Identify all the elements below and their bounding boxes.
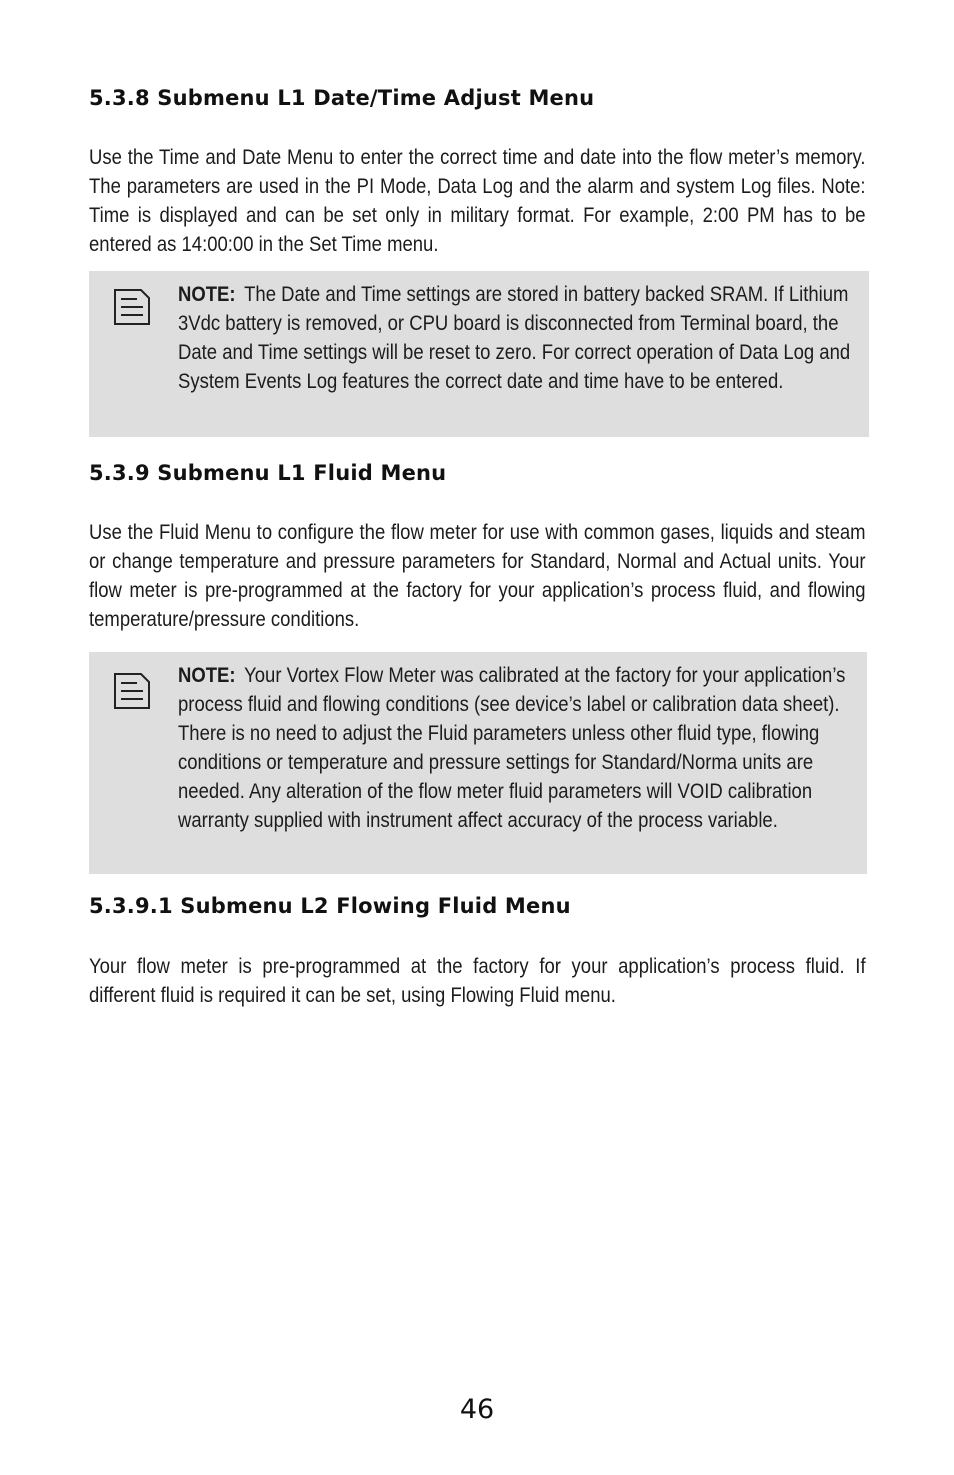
section-heading-flowing-fluid: 5.3.9.1 Submenu L2 Flowing Fluid Menu	[89, 894, 571, 918]
note-text-date-time	[178, 280, 870, 396]
page-number: 46	[459, 1394, 495, 1425]
note-body: Your Vortex Flow Meter was calibrated at the factory for your application’s process fluid and flowing conditions (see device’s label or calibration data sheet). There is no need to adjust the Fluid parameters unless other fluid type, flowing conditions or temperature and pressure settings for Standard/Norma units are needed. Any alteration of the flow meter fluid parameters will VOID calibration warranty supplied with instrument affect accuracy of the process variable.	[178, 663, 846, 832]
note-icon	[113, 672, 151, 710]
section-body-fluid: Use the Fluid Menu to configure the flow meter for use with common gases, liquids and steam or change temperature and pressure parameters for Standard, Normal and Actual units. Your flow meter is pre-programmed at the factory for your application’s process fluid, and flowing temperature/pressure conditions.	[89, 520, 866, 631]
section-heading-fluid: 5.3.9 Submenu L1 Fluid Menu	[89, 461, 447, 485]
note-label: NOTE:	[178, 282, 236, 306]
section-body-flowing-fluid: Your flow meter is pre-programmed at the factory for your application’s process fluid. If different fluid is required it can be set, using Flowing Fluid menu.	[89, 954, 866, 1007]
note-icon	[113, 288, 151, 326]
note-label: NOTE:	[178, 663, 236, 687]
note-box-date-time	[89, 271, 869, 437]
note-body: The Date and Time settings are stored in battery backed SRAM. If Lithium 3Vdc battery is removed, or CPU board is disconnected from Terminal board, the Date and Time settings will be reset to zero. For correct operation of Data Log and System Events Log features the correct date and time have to be entered.	[178, 282, 851, 393]
section-body-date-time: Use the Time and Date Menu to enter the correct time and date into the flow meter’s memory. The parameters are used in the PI Mode, Data Log and the alarm and system Log files. Note: Time is displayed and can be set only in military format. For example, 2:00 PM has to be entered as 14:00:00 in the Set Time menu.	[89, 145, 866, 256]
section-heading-date-time: 5.3.8 Submenu L1 Date/Time Adjust Menu	[89, 86, 595, 110]
note-text-fluid	[178, 661, 873, 835]
note-box-fluid	[89, 652, 867, 874]
